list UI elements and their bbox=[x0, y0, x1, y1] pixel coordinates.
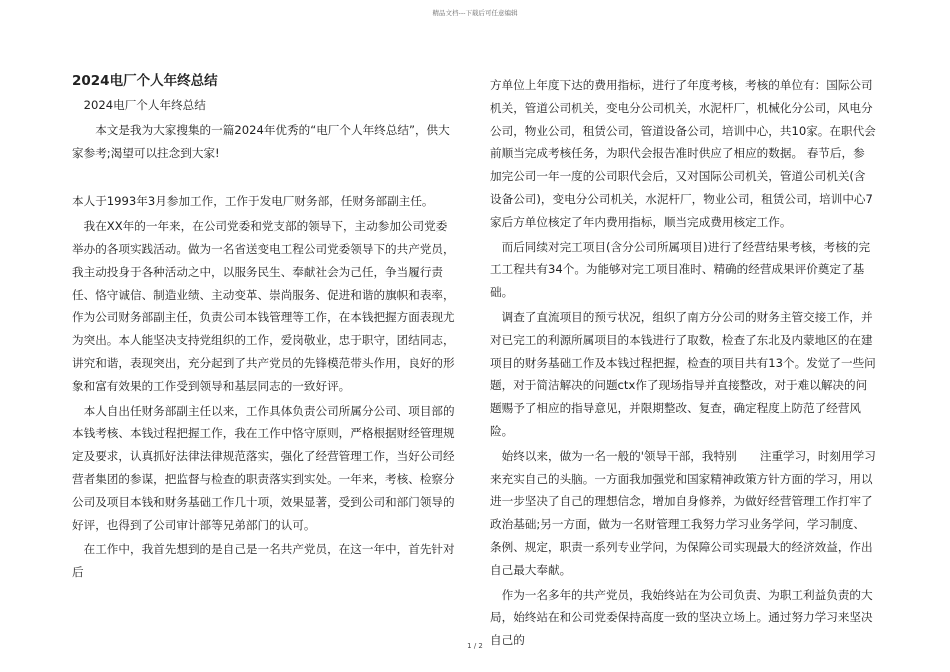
paragraph: 而后同续对完工项目(含分公司所属项目)进行了经营结果考核，考核的完工工程共有34个。为能够对完工项目准时、精确的经营成果评价奠定了基础。 bbox=[490, 239, 871, 300]
paragraph-gap bbox=[72, 166, 458, 190]
paragraph: 我在XX年的一年来，在公司党委和党支部的领导下，主动参加公司党委举办的各项实践活动。做为一名省送变电工程公司党委领导下的共产党员，我主动投身于各种活动之中，以服务民生、奉献社会为己任，争当履行责任、恪守诚信、制造业绩、主动变革、崇尚服务、促进和谐的旗帜和表率，作为公司财务部副主任，负责公司本钱管理等工作，在本钱把握方面表现尤为突出。本人能坚决支持党组织的工作，爱岗敬业，忠于职守，团结同志，讲究和谐，表现突出，充分起到了共产党员的先锋模范带头作用，良好的形象和富有效果的工作受到领导和基层同志的一致好评。 bbox=[72, 219, 455, 393]
paragraph: 方单位上年度下达的费用指标，进行了年度考核，考核的单位有：国际公司机关，管道公司机关，变电分公司机关，水泥杆厂，机械化分公司，风电分公司，物业公司，租赁公司，管道设备公司，培训中心，共10家。在职代会前顺当完成考核任务，为职代会报告准时供应了相应的数据。 春节后，参加完公司一年一度的公司职代会后，又对国际公司机关，管道公司机关(含设备公司)，变电分公司机关，水泥杆厂，物业公司，租赁公司，培训中心7家后方单位核定了年内费用指标，顺当完成费用核定工作。 bbox=[490, 78, 876, 229]
paragraph: 本人于1993年3月参加工作，工作于发电厂财务部，任财务部副主任。 bbox=[72, 194, 434, 209]
page-number: 1 / 2 bbox=[467, 642, 483, 650]
document-subtitle: 2024电厂个人年终总结 bbox=[83, 98, 206, 112]
document-title: 2024电厂个人年终总结 bbox=[72, 73, 218, 89]
paragraph: 在工作中，我首先想到的是自己是一名共产党员，在这一年中，首先针对后 bbox=[72, 542, 455, 580]
paragraph: 始终以来，做为一名一般的'领导干部，我特别 注重学习，时刻用学习来充实自己的头脑。一方面我加强党和国家精神政策方针方面的学习，用以进一步坚决了自己的理想信念，增加自身修养，为做好经营管理工作打牢了政治基础;另一方面，做为一名财管理工我努力学习业务学问，学习制度、条例、规定，职责一系列专业学问，为保障公司实现最大的经济效益，作出自己最大奉献。 bbox=[490, 448, 876, 577]
left-column bbox=[72, 70, 458, 586]
intro-paragraph: 本文是我为大家搜集的一篇2024年优秀的“电厂个人年终总结”，供大家参考;渴望可以拄念到大家! bbox=[72, 122, 450, 160]
header-note: 精品文档---下载后可任意编辑 bbox=[432, 9, 518, 17]
right-column bbox=[490, 74, 876, 654]
paragraph: 本人自出任财务部副主任以来，工作具体负责公司所属分公司、项目部的本钱考核、本钱过程把握工作，我在工作中恪守原则，严格根据财经管理规定及要求，认真抓好法律法律规范落实，强化了经营管理工作，当好公司经营者集团的参谋，把监督与检查的职责落实到实处。一年来，考核、检察分公司及项目本钱和财务基础工作几十项，效果显著，受到公司和部门领导的好评，也得到了公司审计部等兄弟部门的认可。 bbox=[72, 403, 455, 532]
paragraph: 调查了直流项目的预亏状况，组织了南方分公司的财务主管交接工作，并对已完工的利源所属项目的本钱进行了取数，检查了东北及内蒙地区的在建项目的财务基础工作及本钱过程把握，检查的项目共有13个。发觉了一些问题，对于简洁解决的问题ctx作了现场指导并直接整改，对于难以解决的问题赐予了相应的指导意见，并限期整改、复查，确定程度上防范了经营风险。 bbox=[490, 309, 876, 438]
paragraph: 作为一名多年的共产党员，我始终站在为公司负责、为职工利益负责的大局，始终站在和公司党委保持高度一致的坚决立场上。通过努力学习来坚决自己的 bbox=[490, 587, 873, 648]
